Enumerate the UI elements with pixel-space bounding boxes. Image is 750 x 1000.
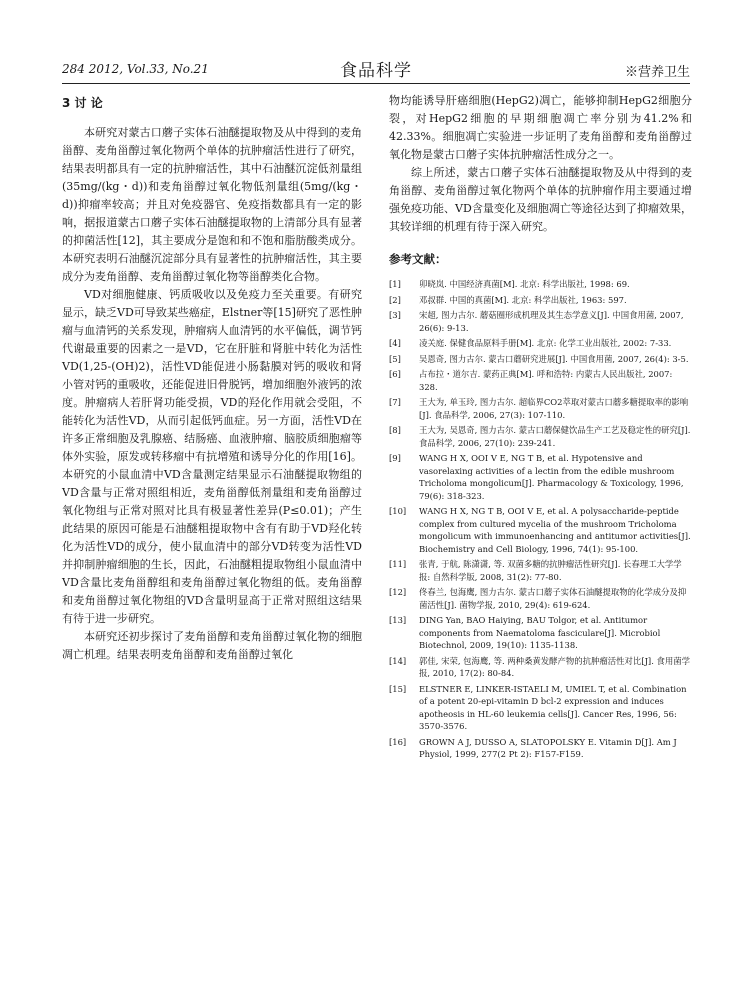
reference-number: [3] xyxy=(389,310,401,320)
reference-item xyxy=(389,683,692,733)
reference-number: [8] xyxy=(389,425,401,435)
page-number-volume: 284 2012, Vol.33, No.21 xyxy=(62,62,209,76)
reference-item xyxy=(389,558,692,583)
reference-item xyxy=(389,353,692,366)
reference-number: [4] xyxy=(389,338,401,348)
right-column xyxy=(389,92,692,764)
reference-item xyxy=(389,736,692,761)
discussion-paragraph-2: VD对细胞健康、钙质吸收以及免疫力至关重要。有研究显示，缺乏VD可导致某些癌症，Elstner等[15]研究了恶性肿瘤与血清钙的关系发现，肿瘤病人血清钙的水平偏低，调节钙代谢最重要的因素之一是VD，它在肝脏和肾脏中转化为活性VD(1,25-(OH)2)，活性VD能促进小肠黏膜对钙的吸收和肾小管对钙的重吸收，还能促进旧骨脱钙，增加细胞外液钙的浓度。肿瘤病人若肝肾功能受损，VD的羟化作用就会受阻，不能转化为活性VD，从而引起低钙血症。另一方面，活性VD在许多正常细胞及乳腺癌、结肠癌、血液肿瘤、脑胶质细胞瘤等体外实验，原发或转移瘤中有抗增殖和诱导分化的作用[16]。本研究的小鼠血清中VD含量测定结果显示石油醚提取物组的VD含量与正常对照组相近，麦角甾醇低剂量组和麦角甾醇过氧化物组与正常对照对比具有极显著性差异(P≤0.01)；产生此结果的原因可能是石油醚粗提取物中含有有助于VD羟化转化为活性VD的成分，使小鼠血清中的部分VD转变为活性VD并抑制肿瘤细胞的生长，因此，石油醚粗提取物组小鼠血清中VD含量比麦角甾醇组和麦角甾醇过氧化物组的低。麦角甾醇和麦角甾醇过氧化物组的VD含量明显高于正常对照组这结果有待于进一步研究。 xyxy=(62,288,362,625)
reference-text: DING Yan, BAO Haiying, BAU Tolgor, et al. Antitumor components from Naematoloma fasciculare[J]. Microbiol Biotechnol, 2009, 19(10): 1135-1138. xyxy=(419,615,661,650)
reference-number: [7] xyxy=(389,397,401,407)
reference-text: 占布拉・道尔吉. 蒙药正典[M]. 呼和浩特: 内蒙古人民出版社, 2007: 328. xyxy=(419,369,673,392)
reference-item xyxy=(389,505,692,555)
page-header xyxy=(62,56,690,82)
reference-item xyxy=(389,655,692,680)
reference-item xyxy=(389,586,692,611)
reference-number: [14] xyxy=(389,655,407,666)
reference-item xyxy=(389,424,692,449)
reference-number: [5] xyxy=(389,353,401,364)
reference-text: 佟春兰, 包海鹰, 图力古尔. 蒙古口蘑子实体石油醚提取物的化学成分及抑菌活性[J]. 菌物学报, 2010, 29(4): 619-624. xyxy=(419,587,687,610)
section-heading: 3 讨 论 xyxy=(62,96,103,110)
reference-number: [12] xyxy=(389,587,407,597)
reference-text: GROWN A J, DUSSO A, SLATOPOLSKY E. Vitamin D[J]. Am J Physiol, 1999, 277(2 Pt 2): F157-F159. xyxy=(419,736,677,759)
header-rule xyxy=(62,83,690,84)
discussion-paragraph-1: 本研究对蒙古口蘑子实体石油醚提取物及从中得到的麦角甾醇、麦角甾醇过氧化物两个单体的抗肿瘤活性进行了研究，结果表明都具有一定的抗肿瘤活性，其中石油醚沉淀低剂量组(35mg/(kg・d))和麦角甾醇过氧化物低剂量组(5mg/(kg・d))抑瘤率较高；并且对免疫器官、免疫指数都具有一定的影响，据报道蒙古口蘑子实体石油醚提取物的上清部分具有显著的抑菌活性[12]，其主要成分是饱和和不饱和脂肪酸类成分。本研究表明石油醚沉淀部分具有显著性的抗肿瘤活性，其主要成分为麦角甾醇、麦角甾醇过氧化物等甾醇类化合物。 xyxy=(62,126,362,283)
reference-text: WANG H X, NG T B, OOI V E, et al. A polysaccharide-peptide complex from cultured mycelia of the mushroom Tricholoma mongolicum with immunoenhancing and antitumor activities[J]. Biochemistry and Cell Biology, 1996, 74(1): 95-100. xyxy=(419,506,691,554)
reference-text: 张青, 于航, 陈潇潇, 等. 双菌多糖的抗肿瘤活性研究[J]. 长春理工大学学报: 自然科学版, 2008, 31(2): 77-80. xyxy=(419,559,682,582)
references-title: 参考文献： xyxy=(389,252,447,266)
reference-text: 郭佳, 宋荣, 包海鹰, 等. 两种桑黄发酵产物的抗肿瘤活性对比[J]. 食用菌学报, 2010, 17(2): 80-84. xyxy=(419,655,691,678)
reference-item xyxy=(389,278,692,291)
reference-item xyxy=(389,396,692,421)
reference-text: WANG H X, OOI V E, NG T B, et al. Hypotensive and vasorelaxing activities of a lectin from the edible mushroom Tricholoma mongolicum[J]. Pharmacology & Toxicology, 1996, 79(6): 318-323. xyxy=(419,453,684,501)
reference-number: [10] xyxy=(389,506,407,516)
reference-item xyxy=(389,452,692,502)
reference-number: [13] xyxy=(389,615,407,625)
reference-number: [15] xyxy=(389,683,407,694)
reference-item xyxy=(389,309,692,334)
section-category: ※营养卫生 xyxy=(624,65,690,80)
reference-text: 邓叔群. 中国的真菌[M]. 北京: 科学出版社, 1963: 597. xyxy=(419,294,627,305)
reference-number: [9] xyxy=(389,453,401,463)
reference-number: [6] xyxy=(389,369,401,379)
discussion-paragraph-continued: 物均能诱导肝癌细胞(HepG2)凋亡，能够抑制HepG2细胞分裂，对HepG2细胞的早期细胞凋亡率分别为41.2%和42.33%。细胞凋亡实验进一步证明了麦角甾醇和麦角甾醇过氧化物是蒙古口蘑子实体抗肿瘤活性成分之一。 xyxy=(389,94,692,161)
reference-number: [2] xyxy=(389,294,401,305)
reference-number: [16] xyxy=(389,736,407,747)
reference-item xyxy=(389,294,692,307)
reference-item xyxy=(389,614,692,652)
journal-title: 食品科学 xyxy=(340,61,412,81)
reference-text: 王大为, 单玉玲, 图力古尔. 超临界CO2萃取对蒙古口蘑多糖提取率的影响[J]. 食品科学, 2006, 27(3): 107-110. xyxy=(419,397,689,420)
reference-number: [1] xyxy=(389,279,401,289)
reference-item xyxy=(389,337,692,350)
left-column xyxy=(62,92,362,664)
reference-item xyxy=(389,368,692,393)
reference-text: 凌关庭. 保健食品原料手册[M]. 北京: 化学工业出版社, 2002: 7-33. xyxy=(419,338,672,348)
reference-text: ELSTNER E, LINKER-ISTAELI M, UMIEL T, et al. Combination of a potent 20-epi-vitamin D bcl-2 expression and induces apotheosis in HL-60 leukemia cells[J]. Cancer Res, 1996, 56: 3570-3576. xyxy=(419,683,687,731)
reference-number: [11] xyxy=(389,559,407,569)
reference-text: 王大为, 吴恩奇, 图力古尔. 蒙古口蘑保健饮品生产工艺及稳定性的研究[J]. 食品科学, 2006, 27(10): 239-241. xyxy=(419,425,691,448)
discussion-paragraph-3: 本研究还初步探讨了麦角甾醇和麦角甾醇过氧化物的细胞凋亡机理。结果表明麦角甾醇和麦角甾醇过氧化 xyxy=(62,630,362,661)
conclusion-paragraph: 综上所述，蒙古口蘑子实体石油醚提取物及从中得到的麦角甾醇、麦角甾醇过氧化物两个单体的抗肿瘤作用主要通过增强免疫功能、VD含量变化及细胞凋亡等途径达到了抑瘤效果，其较详细的机理有待于深入研究。 xyxy=(389,166,692,233)
reference-text: 宋超, 图力古尔. 蘑菇圈形成机理及其生态学意义[J]. 中国食用菌, 2007, 26(6): 9-13. xyxy=(419,310,684,333)
reference-text: 吴恩奇, 图力古尔. 蒙古口蘑研究进展[J]. 中国食用菌, 2007, 26(4): 3-5. xyxy=(419,353,689,364)
reference-text: 卯晓岚. 中国经济真菌[M]. 北京: 科学出版社, 1998: 69. xyxy=(419,279,630,289)
reference-list xyxy=(389,278,692,761)
